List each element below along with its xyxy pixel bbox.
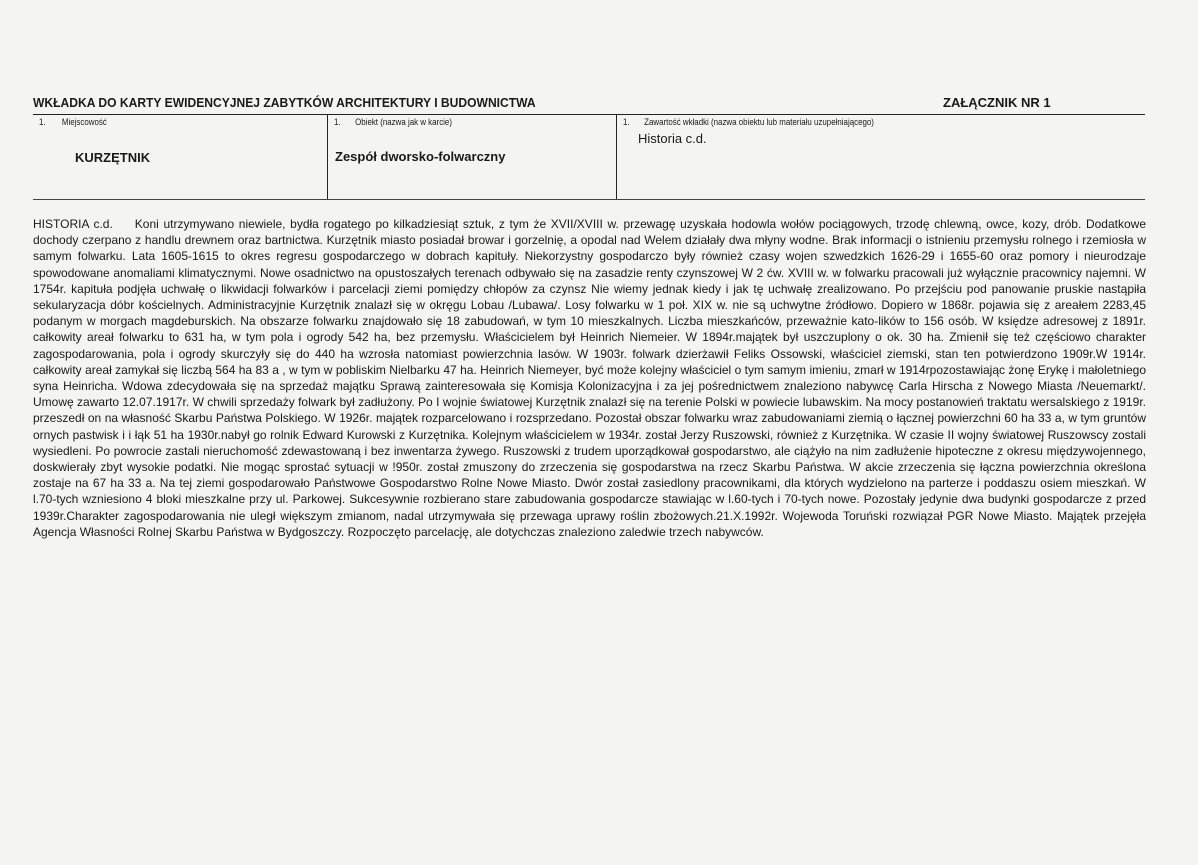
field-caption-text: Obiekt (nazwa jak w karcie) <box>355 117 452 127</box>
history-prefix: HISTORIA c.d. <box>33 217 113 231</box>
form-header <box>33 95 1145 113</box>
contents-value: Historia c.d. <box>638 131 707 146</box>
form-title: WKŁADKA DO KARTY EWIDENCYJNEJ ZABYTKÓW ARCHITEKTURY I BUDOWNICTWA <box>33 95 536 110</box>
field-contents <box>616 115 1146 199</box>
field-number: 1. <box>623 117 630 127</box>
field-number: 1. <box>334 117 341 127</box>
field-contents-caption <box>623 117 874 127</box>
locality-value: KURZĘTNIK <box>75 150 151 165</box>
field-locality-caption <box>39 117 107 127</box>
field-object-caption <box>334 117 452 127</box>
history-body: Koni utrzymywano niewiele, bydła rogatego po kilkadziesiąt sztuk, z tym że XVII/XVIII w. przewagę uzyskała hodowla wołów pociągowych, trzodę chlewną, owce, kozy, drób. Dodatkowe dochody czerpano z handlu drewnem oraz bartnictwa. Kurzętnik miasto posiadał browar i gorzelnię, a opodal nad Welem działały dwa młyny wodne. Brak informacji o istnieniu przemysłu rolnego i rzemiosła w samym folwarku. Lata 1605-1615 to okres regresu gospodarczego w dobrach kapituły. Niekorzystny gospodarczo były również czasy wojen szwedzkich 1626-29 i 1655-60 oraz pomory i nieurodzaje spowodowane anomaliami klimatycznymi. Nowe osadnictwo na opustoszałych terenach odbywało się na zasadzie renty czynszowej W 2 ćw. XVIII w. w folwarku pracowali już wyłącznie pracownicy najemni. W 1754r. kapituła podjęła uchwałę o likwidacji folwarków i parcelacji ziemi pomiędzy chłopów za czynsz Nie wiemy jednak kiedy i jak tę uchwałę zrealizowano. Po przejściu pod panowanie pruskie nastąpiła sekularyzacja dóbr kościelnych. Administracyjnie Kurzętnik znalazł się w okręgu Lobau /Lubawa/. Losy folwarku w 1 poł. XIX w. nie są uchwytne źródłowo. Dopiero w 1868r. pojawia się z areałem 2283,45 podanym w morgach magdeburskich. Na obszarze folwarku znajdowało się 18 zabudowań, w tym 10 mieszkalnych. Liczba mieszkańców, przeważnie kato-lików to 156 osób. W księdze adresowej z 1891r. całkowity areał folwarku to 631 ha, w tym pola i ogrody 542 ha, bez przemysłu. Właścicielem był Heinrich Niemeier. W 1894r.majątek był uszczuplony o ok. 30 ha. Zmienił się też częściowo charakter zagospodarowania, pola i ogrody skurczyły się do 440 ha wzrosła natomiast powierzchnia lasów. W 1903r. folwark dzierżawił Feliks Ossowski, właściciel ziemski, stan ten potwierdzono 1909r.W 1914r. całkowity areał zamykał się liczbą 564 ha 83 a , w tym w pobliskim Nielbarku 47 ha. Heinrich Niemeyer, być może kolejny właściciel o tym samym imieniu, zmarł w 1914rpozostawiając żonę Erykę i małoletniego syna Heinricha. Wdowa zdecydowała się na sprzedaż majątku Sprawą zainteresowała się Komisja Kolonizacyjna i za jej pośrednictwem znaleziono nabywcę Carla Hirscha z Nowego Miasta /Neuemarkt/. Umowę zawarto 12.07.1917r. W chwili sprzedaży folwark był zadłużony. Po I wojnie światowej Kurzętnik znalazł się na terenie Polski w powiecie lubawskim. Na mocy postanowień traktatu wersalskiego z 1919r. przeszedł on na własność Skarbu Państwa Polskiego. W 1926r. majątek rozparcelowano i rozsprzedano. Pozostał obszar folwarku wraz zabudowaniami ziemią o łącznej powierzchni 60 ha 33 a, w tym gruntów ornych pastwisk i i łąk 51 ha 1930r.nabył go rolnik Edward Kurowski z Kurzętnika. Kolejnym właścicielem w 1934r. został Jerzy Ruszowski, również z Kurzętnika. W czasie II wojny światowej Ruszowscy zostali wysiedleni. Po powrocie zastali nieruchomość zdewastowaną i bez inwentarza żywego. Ruszowski z trudem uporządkował gospodarstwo, ale ciążyło na nim zadłużenie hipoteczne z okresu międzywojennego, doskwierały zbyt wysokie podatki. Nie mogąc sprostać sytuacji w !950r. został zmuszony do zrzeczenia się gospodarstwa na rzecz Skarbu Państwa. W akcie zrzeczenia się łączna powierzchnia określona zostaje na 67 ha 33 a. Na tej ziemi gospodarowało Państwowe Gospodarstwo Rolne Nowe Miasto. Dwór został zasiedlony pracownikami, dla których wydzielono na parterze i poddaszu osiem mieszkań. W l.70-tych wzniesiono 4 bloki mieszkalne przy ul. Parkowej. Sukcesywnie rozbierano stare zabudowania gospodarcze stawiając w l.60-tych i 70-tych nowe. Pozostały jedynie dwa budynki gospodarcze z przed 1939r.Charakter zagospodarowania nie uległ większym zmianom, nadal utrzymywała się przewaga uprawy roślin zbożowych.21.X.1992r. Wojewoda Toruński rozwiązał PGR Nowe Miasto. Majątek przejęła Agencja Własności Rolnej Skarbu Państwa w Bydgoszczy. Rozpoczęto parcelację, ale dotychczas znaleziono zaledwie trzech nabywców. <box>33 217 1146 539</box>
fields-table <box>33 114 1145 200</box>
field-caption-text: Zawartość wkładki (nazwa obiektu lub materiału uzupełniającego) <box>644 117 874 127</box>
field-caption-text: Miejscowość <box>61 117 107 127</box>
field-object <box>327 115 617 199</box>
field-number: 1. <box>39 117 46 127</box>
field-locality <box>33 115 327 199</box>
object-value: Zespół dworsko-folwarczny <box>335 149 506 164</box>
attachment-label: ZAŁĄCZNIK NR 1 <box>943 95 1051 110</box>
history-text-block <box>33 216 1146 540</box>
